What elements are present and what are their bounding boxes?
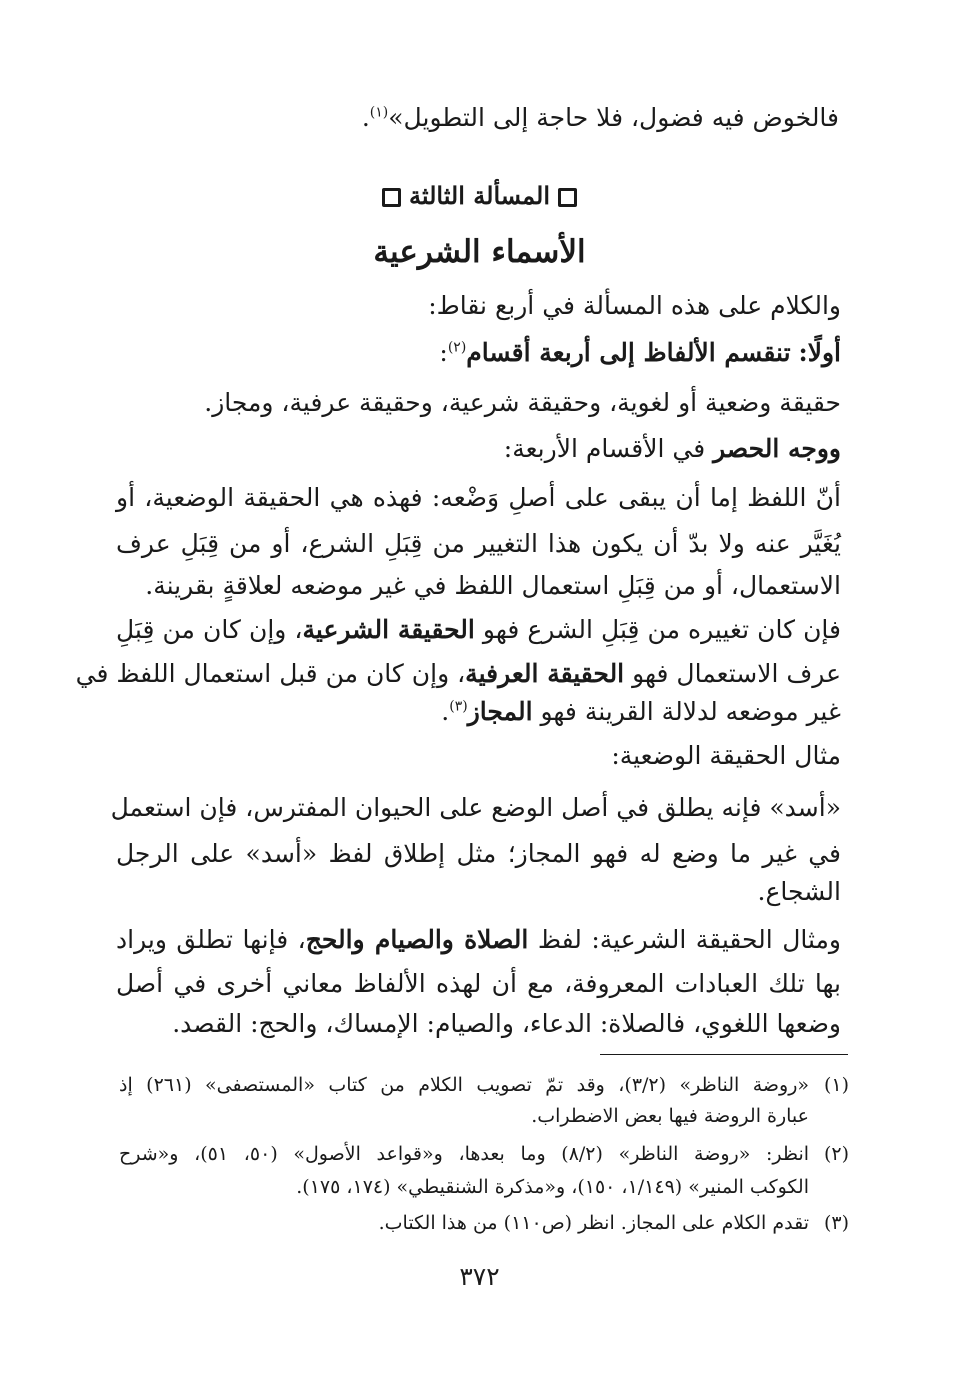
paragraph-line: وضعها اللغوي، فالصلاة: الدعاء، والصيام: الإمساك، والحج: القصد. — [172, 1009, 841, 1038]
footnote-number: (٢) — [823, 1143, 849, 1165]
paragraph-line: «أسد» فإنه يطلق في أصل الوضع على الحيوان المفترس، فإن استعمل — [110, 793, 841, 822]
paragraph-line: غير موضعه لدلالة القرينة فهو المجاز$^{(٣)}$. — [441, 697, 841, 726]
footnote-line: «روضة الناظر» (٣/٢)، وقد تمّ تصويب الكلام من كتاب «المستصفى» (٢٦١) إذ — [119, 1074, 809, 1096]
paragraph-line: أنّ اللفظ إما أن يبقى على أصلِ وَضْعه: فهذه هي الحقيقة الوضعية، أو — [116, 483, 841, 512]
paragraph-line: يُغَيَّر عنه ولا بدّ أن يكون هذا التغيير من قِبَلِ الشرع، أو من قِبَلِ عرف — [116, 529, 841, 558]
paragraph-line: ومثال الحقيقة الشرعية: لفظ الصلاة والصيام والحج، فإنها تطلق ويراد — [116, 925, 841, 954]
paragraph-line: بها تلك العبادات المعروفة، مع أن لهذه الألفاظ معاني أخرى في أصل — [116, 969, 841, 998]
paragraph-line: الاستعمال، أو من قِبَلِ استعمال اللفظ في غير موضعه لعلاقةٍ بقرينة. — [145, 571, 841, 600]
point-one: أولًا: تنقسم الألفاظ إلى أربعة أقسام$^{(٢)}$: — [439, 338, 841, 367]
paragraph-line: الشجاع. — [757, 877, 841, 906]
footnote-line: الكوكب المنير» (١/١٤٩، ١٥٠)، و«مذكرة الشنقيطي» (١٧٤، ١٧٥). — [296, 1176, 809, 1198]
section-title: الأسماء الشرعية — [373, 234, 586, 270]
footnote-ref-2[interactable]: (٢) — [447, 339, 467, 356]
footnote-line: تقدم الكلام على المجاز. انظر (ص١١٠) من هذا الكتاب. — [378, 1212, 809, 1234]
square-bullet-icon — [558, 188, 577, 207]
intro-text: والكلام على هذه المسألة في أربع نقاط: — [428, 291, 841, 320]
footnote-number: (١) — [823, 1074, 849, 1096]
footnote-divider — [600, 1054, 848, 1055]
footnote-line: انظر: «روضة الناظر» (٨/٢) وما بعدها، و«قواعد الأصول» (٥٠، ٥١)، و«شرح — [119, 1143, 810, 1165]
section-label: المسألة الثالثة — [0, 178, 959, 214]
footnote-number: (٣) — [823, 1212, 849, 1234]
page-number: ٣٧٢ — [459, 1262, 500, 1291]
carryover-line: فالخوض فيه فضول، فلا حاجة إلى التطويل»$^{(١)}$. — [361, 103, 839, 132]
footnote-ref-1[interactable]: (١) — [369, 104, 389, 121]
kinds-list: حقيقة وضعية أو لغوية، وحقيقة شرعية، وحقيقة عرفية، ومجاز. — [204, 388, 841, 417]
footnote-ref-3[interactable]: (٣) — [449, 698, 468, 715]
paragraph-line: عرف الاستعمال فهو الحقيقة العرفية، وإن كان من قبل استعمال اللفظ في — [75, 659, 841, 688]
footnote-line: عبارة الروضة فيها بعض الاضطراب. — [531, 1105, 809, 1127]
paragraph-line: في غير ما وضع له فهو المجاز؛ مثل إطلاق لفظ «أسد» على الرجل — [116, 839, 841, 868]
hasr-heading: ووجه الحصر في الأقسام الأربعة: — [503, 434, 841, 463]
example-one-title: مثال الحقيقة الوضعية: — [611, 741, 841, 770]
paragraph-line: فإن كان تغييره من قِبَلِ الشرع فهو الحقيقة الشرعية، وإن كان من قِبَلِ — [116, 615, 842, 644]
square-bullet-icon — [382, 188, 401, 207]
